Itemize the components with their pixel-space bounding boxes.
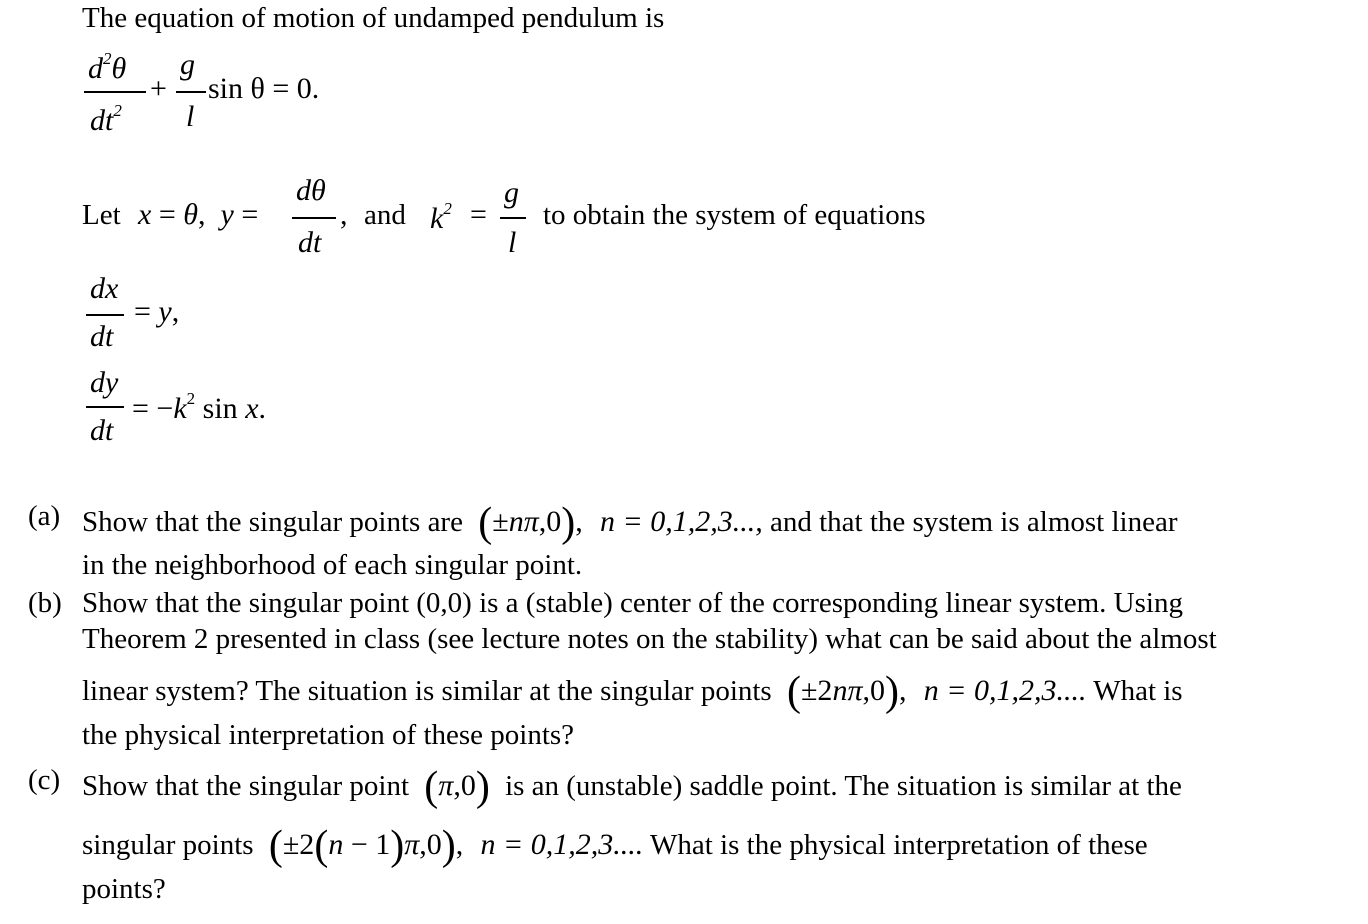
intro-text: The equation of motion of undamped pendulum is [82, 2, 665, 34]
part-b-line1: Show that the singular point (0,0) is a (stable) center of the corresponding linear system. Using [82, 587, 1183, 619]
part-c-label: (c) [28, 764, 61, 796]
part-c-line1: Show that the singular point (π,0) is an (unstable) saddle point. The situation is similar at the [82, 764, 1182, 810]
document-page: The equation of motion of undamped pendulum is $d^2\theta$ $dt^2$ + g l sin θ = 0. Let x = θ, y = dθ dt , and $k^2$ = g l to obtain the system of equations dx dt = y, dy dt = $-k^2$ sin x. (a) Show that the singular points are (±nπ,0), n = 0,1,2,3..., and that the system is almost linear in the neighborhood of each singular point. (b) Show that the singular point (0,0) is a (stable) center of the corresponding linear system. Using Theorem 2 presented in class (see lecture notes on the stability) what can be said about the almost linear system? The situation is similar at the singular points (±2nπ,0), n = 0,1,2,3.... What is the physical interpretation of these points? (c) Show that the singular point (π,0) is an (unstable) saddle point. The situation is similar at the singular points (±2(n − 1)π,0), n = 0,1,2,3.... What is the physical interpretation of these points? [28, 2, 1217, 905]
part-c-line3: points? [82, 873, 166, 905]
let-prefix: Let [82, 199, 121, 231]
let-and: and [364, 199, 406, 231]
part-b-line4: the physical interpretation of these points? [82, 719, 575, 751]
part-c-line2: singular points (±2(n − 1)π,0), n = 0,1,2,3.... What is the physical interpretation of these [82, 823, 1148, 869]
part-a-line1: Show that the singular points are (±nπ,0), n = 0,1,2,3..., and that the system is almost linear [82, 500, 1178, 546]
part-a-label: (a) [28, 500, 61, 532]
part-b-label: (b) [28, 587, 62, 619]
equation-pendulum-rhs: sin θ = 0. [208, 72, 320, 105]
part-b-line2: Theorem 2 presented in class (see lecture notes on the stability) what can be said about the almost [82, 623, 1217, 655]
let-suffix: to obtain the system of equations [543, 199, 926, 231]
part-a-line2: in the neighborhood of each singular point. [82, 549, 583, 581]
part-b-line3: linear system? The situation is similar at the singular points (±2nπ,0), n = 0,1,2,3.... What is [82, 669, 1183, 715]
